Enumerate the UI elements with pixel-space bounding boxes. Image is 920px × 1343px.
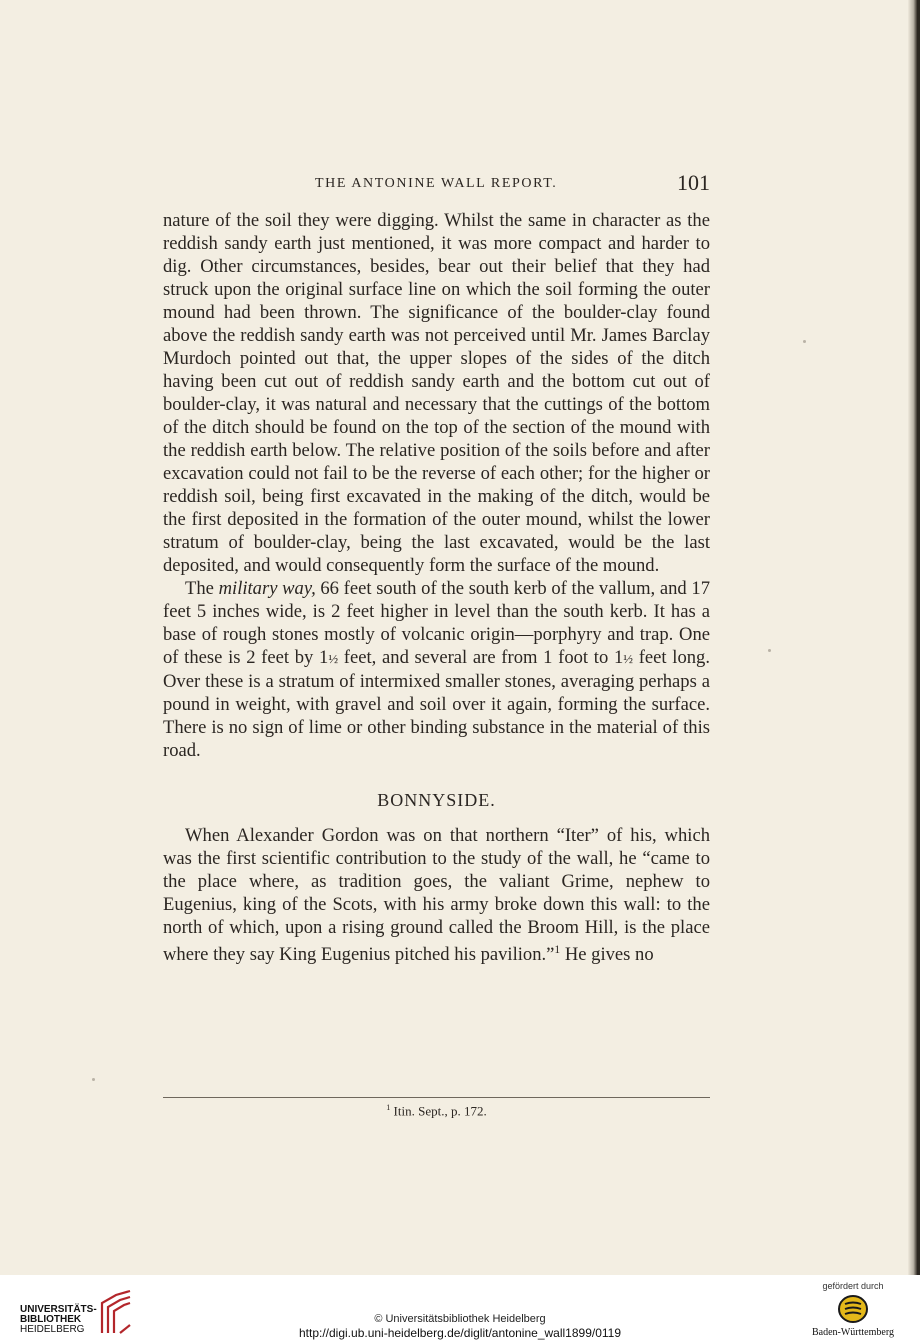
copyright-notice: © Universitätsbibliothek Heidelberg	[374, 1313, 546, 1325]
paper-speck	[768, 649, 771, 652]
library-line-2: BIBLIOTHEK	[20, 1314, 82, 1325]
sponsor-label: gefördert durch	[822, 1281, 884, 1291]
body-text	[163, 209, 710, 966]
library-line-1: UNIVERSITÄTS-	[20, 1304, 97, 1315]
running-head	[163, 170, 710, 200]
page-number: 101	[677, 170, 710, 195]
footnote-rule	[163, 1097, 710, 1098]
text-run: 66 feet south of the south kerb of the vallum, and 17 feet 5 inches wide, is 2 feet higher in level than the south kerb. It has a base of rough stones mostly of volcanic origin—porphyry and trap. One of these is 2 feet by 1	[163, 578, 710, 668]
baden-wuerttemberg-crest-icon	[837, 1293, 869, 1325]
page-spine-shadow	[908, 0, 917, 1275]
paragraph-soil: nature of the soil they were digging. Whilst the same in character as the reddish sandy earth just mentioned, it was more compact and harder to dig. Other circumstances, besides, bear out their belief that they had struck upon the original surface line on which the soil forming the outer mound had been thrown. The significance of the boulder-clay found above the reddish sandy earth was not perceived until Mr. James Barclay Murdoch pointed out that, the upper slopes of the sides of the ditch having been cut out of reddish sandy earth and the bottom cut out of boulder-clay, it was natural and necessary that the cuttings of the bottom of the ditch should be found on the top of the section of the mound with the reddish earth below. The relative position of the soils before and after excavation could not fail to be the reverse of each other; for the higher or reddish soil, being first excavated in the making of the ditch, would be the first deposited in the formation of the outer mound, whilst the lower stratum of boulder-clay, being the last excavated, would be the last deposited, and would consequently form the surface of the mound.	[163, 210, 710, 576]
fraction-half: ½	[328, 651, 339, 666]
sponsor-block[interactable]	[790, 1281, 916, 1341]
section-heading: BONNYSIDE.	[377, 790, 496, 810]
emphasis-military-way: military way,	[218, 578, 316, 599]
text-run: The	[185, 578, 219, 599]
paper-speck	[92, 1078, 95, 1081]
footnote-reference[interactable]: 1	[554, 944, 561, 956]
sponsor-name: Baden-Württemberg	[811, 1327, 894, 1338]
footnote	[163, 1103, 710, 1119]
text-run: He gives no	[560, 944, 654, 966]
running-title: THE ANTONINE WALL REPORT.	[315, 176, 558, 191]
permalink[interactable]: http://digi.ub.uni-heidelberg.de/diglit/antonine_wall1899/0119	[298, 1326, 622, 1340]
paragraph-bonnyside	[163, 824, 710, 966]
fraction-half: ½	[623, 651, 634, 666]
paper-speck	[803, 340, 806, 343]
text-run: feet, and several are from 1 foot to 1	[338, 647, 624, 668]
text-run: When Alexander Gordon was on that northern “Iter” of his, which was the first scientific contribution to the study of the wall, he “came to the place where, as tradition goes, the valiant Grime, nephew to Eugenius, king of the Scots, with his army broke down this wall: to the north of which, upon a rising ground called the Broom Hill, is the place where they say King Eugenius pitched his pavilion.”	[163, 825, 710, 966]
paragraph-military-way	[163, 577, 710, 762]
footnote-text: Itin. Sept., p. 172.	[390, 1103, 487, 1119]
text-run: feet long. Over these is a stratum of intermixed smaller stones, averaging perhaps a pound in weight, with gravel and soil over it again, forming the surface. There is no sign of lime or other binding substance in the material of this road.	[163, 647, 710, 761]
footnote-marker: 1	[386, 1103, 391, 1112]
library-line-3: HEIDELBERG	[20, 1324, 85, 1335]
